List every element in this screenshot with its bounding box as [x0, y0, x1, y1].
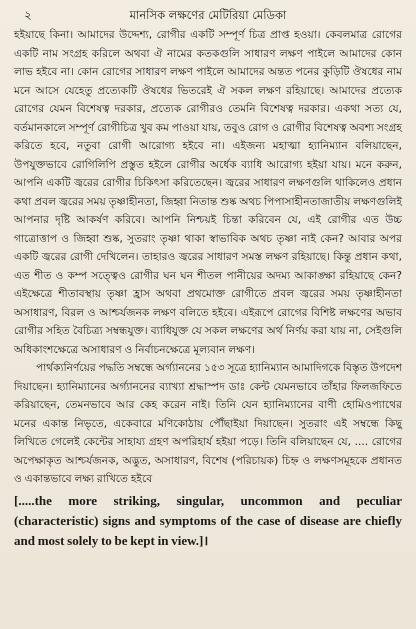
paragraph-2-text: পার্থক্যনির্ণয়ের পদ্ধতি সম্বন্ধে অর্গ্যাননের ১৫৩ সূত্রে হ্যানিম্যান আমাদিগকে বিস্তৃত উপদেশ দিয়াছেন। হ্যানিম্যানের অর্গ্যাননের ব্যাখ্যা শ্রদ্ধাস্পদ ডাঃ কেন্ট যেমনভাবে তাঁহার ফিলজফিতে করিয়াছেন, তেমনভাবে আর কেহ করেন নাই। তিনি যেন হ্যানিম্যানের বাণী হোমিওপ্যাথের মনের একান্ত নিভৃতে, একেবারে মণিকোঠায় পৌঁছাইয়া দিয়াছেন। সুতরাং এই সম্বন্ধে কিছু লিখিতে গেলেই কেন্টের সাহায্য গ্রহণ অপরিহার্য হইয়া পড়ে। তিনি বলিয়াছেন যে, .... রোগের অপেক্ষাকৃত আশ্চর্যজনক, অদ্ভুত, অসাধারণ, বিশেষ (পরিচায়ক) চিহ্ন ও লক্ষণসমূহকে প্রধানত ও একান্তভাবে লক্ষ্য রাখিতে হইবে [14, 362, 402, 485]
main-text [14, 26, 402, 551]
running-title: মানসিক লক্ষণের মেটিরিয়া মেডিকা [129, 8, 287, 22]
page-number: ২ [24, 8, 32, 22]
paragraph-1: হইয়াছে কিনা। আমাদের উদ্দেশ্য, রোগীর একটি সম্পূর্ণ চিত্র প্রাপ্ত হওয়া। কেবলমাত্র রোগের একটি নাম সংগ্রহ করিলে অথবা ঐ নামের কতকগুলি সাধারণ লক্ষণ পাইলে আমাদের কোন লাভ হইবে না। কোন রোগের সাধারণ লক্ষণ পাইলে আমাদের অন্তত পনের কুড়িটি ঔষধের নাম মনে আসে যেহেতু প্রত্যেকটি ঔষধের ভিতরেই ঐ সকল লক্ষণ রহিয়াছে। আমাদের প্রত্যেক রোগের যেমন বিশেষত্ব দরকার, প্রত্যেক রোগীরও তেমনি বিশেষত্ব দরকার। একথা সত্য যে, বর্তমানকালে সম্পূর্ণ রোগীচিত্র খুব কম পাওয়া যায়, তবুও রোগ ও রোগীর বিশেষত্ব অবশ্য সংগ্রহ করিতে হবে, নতুবা রোগী আরোগ্য হইবে না। এইজন্য মহাত্মা হ্যানিম্যান বলিয়াছেন, উপযুক্তভাবে রোগিলিপি প্রস্তুত হইলে রোগীর অর্ধেক ব্যাধি আরোগ্য হইয়া যায়। মনে করুন, আপনি একটি জ্বরের রোগীর চিকিৎসা করিতেছেন। জ্বরের সাধারণ লক্ষণগুলি থাকিলেও প্রধান কথা প্রবল জ্বরের সময় তৃষ্ণাহীনতা, জিহ্বা নিতান্ত শুষ্ক অথচ পিপাসাহীনতাজাতীয় লক্ষণগুলিই আপনার দৃষ্টি আকর্ষণ করিবে। আপনি নিশ্চয়ই চিন্তা করিবেন যে, এই রোগীর এত উচ্চ গাত্রোত্তাপ ও জিহ্বা শুষ্ক, সুতরাং তৃষ্ণা থাকা স্বাভাবিক অথচ তৃষ্ণা নাই কেন? আবার অপর একটি জ্বরের রোগী দেখিলেন। তাহারও জ্বরের সাধারণ সমস্ত লক্ষণ রহিয়াছে। কিন্তু প্রধান কথা, এত শীত ও কম্প সত্ত্বেও রোগীর ঘন ঘন শীতল পানীয়ের অদম্য আকাঙ্ক্ষা রহিয়াছে কেন? এইক্ষেত্রে শীতাবস্থায় তৃষ্ণা হ্রাস অথবা প্রথমোক্ত রোগীতে প্রবল জ্বরের সময় তৃষ্ণাহীনতা অসাধারণ, বিরল ও আশ্চর্যজনক লক্ষণ বলিতে হইবে। এইরূপে রোগের বিশিষ্ট লক্ষণের অভাব রোগীর সহিত বৈচিত্র্য সম্বন্ধযুক্ত। ব্যাধিযুক্ত যে সকল লক্ষণের অর্থ নির্ণয় করা যায় না, সেইগুলি অধিকাংশক্ষেত্রে অসাধারণ ও নির্বাচনক্ষেত্রে মূল্যবান লক্ষণ। [14, 29, 402, 356]
english-quote: [.....the more striking, singular, uncommon and peculiar (characteristic) signs and symptoms of the case of disease are chiefly and most solely to be kept in view.]। [14, 492, 402, 548]
page-header [14, 6, 402, 24]
paragraph-2 [14, 359, 402, 489]
